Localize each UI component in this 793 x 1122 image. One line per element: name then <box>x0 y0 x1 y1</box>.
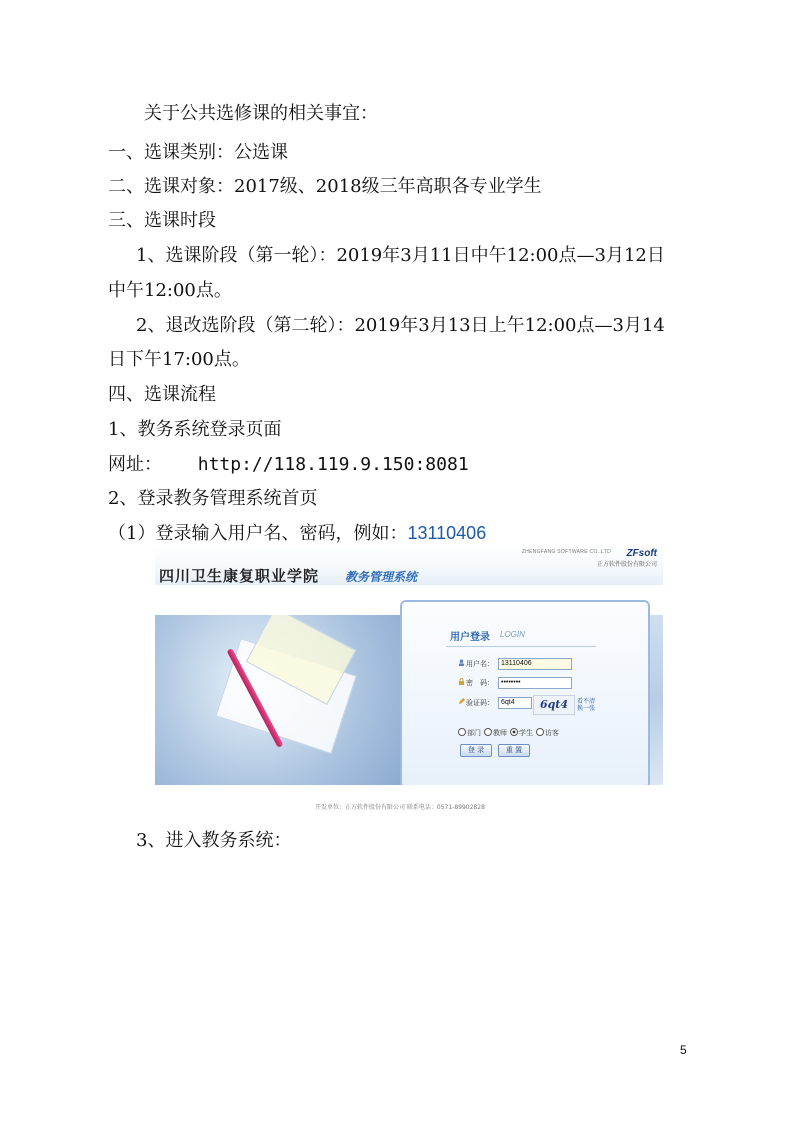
refresh-captcha-line2: 换一张 <box>577 705 596 712</box>
school-name: 四川卫生康复职业学院 <box>159 567 320 585</box>
url-label: 网址： <box>108 454 162 475</box>
username-label: 用户名： <box>466 660 494 668</box>
section-course-target: 二、选课对象：2017级、2018级三年高职各专业学生 <box>108 176 542 197</box>
role-radio-department[interactable] <box>458 728 481 738</box>
section-course-period: 三、选课时段 <box>108 210 216 231</box>
period-round-two-cont: 日下午17:00点。 <box>108 349 250 370</box>
step-login-home: 2、登录教务管理系统首页 <box>108 488 318 509</box>
step-login-example <box>108 522 486 545</box>
lock-icon <box>458 678 465 685</box>
role-label: 访客 <box>545 729 559 737</box>
refresh-captcha-link[interactable] <box>577 698 595 712</box>
role-radio-visitor[interactable] <box>536 728 559 738</box>
role-radio-student[interactable] <box>510 728 533 738</box>
role-radio-teacher[interactable] <box>484 728 507 738</box>
pencil-icon <box>458 698 465 705</box>
section-course-category: 一、选课类别：公选课 <box>108 142 288 163</box>
role-label: 学生 <box>519 729 533 737</box>
login-instruction: （1）登录输入用户名、密码，例如： <box>108 523 408 544</box>
period-round-one-cont: 中午12:00点。 <box>108 280 232 301</box>
password-label: 密 码： <box>466 679 494 687</box>
page-number: 5 <box>680 1043 687 1057</box>
username-input[interactable]: 13110406 <box>498 658 572 670</box>
password-input[interactable]: •••••••• <box>498 677 572 689</box>
url-line <box>108 454 469 476</box>
login-button[interactable]: 登 录 <box>460 744 492 757</box>
radio-icon <box>458 728 466 736</box>
example-username: 13110406 <box>407 523 487 543</box>
company-english-name: ZHENGFANG SOFTWARE CO.,LTD <box>521 549 611 555</box>
role-label: 部门 <box>467 729 481 737</box>
step-enter-system: 3、进入教务系统： <box>136 830 292 851</box>
radio-icon <box>536 728 544 736</box>
role-label: 教师 <box>493 729 507 737</box>
refresh-captcha-line1: 看不清 <box>577 698 596 705</box>
section-course-process: 四、选课流程 <box>108 384 216 405</box>
login-panel-title-en: LOGIN <box>500 630 525 639</box>
step-login-page: 1、教务系统登录页面 <box>108 419 282 440</box>
period-round-two: 2、退改选阶段（第二轮）：2019年3月13日上午12:00点—3月14 <box>136 315 665 336</box>
company-chinese-name: 正方软件股份有限公司 <box>596 561 657 568</box>
system-name: 教务管理系统 <box>345 570 418 584</box>
zfsoft-logo: ZFsoft <box>626 548 657 559</box>
login-panel <box>400 600 650 789</box>
url-link[interactable]: http://118.119.9.150:8081 <box>197 454 469 475</box>
user-icon <box>458 659 465 666</box>
developer-info: 开发单位：正方软件股份有限公司 联系电话：0571-89902828 <box>315 804 485 811</box>
login-footer <box>155 785 663 815</box>
captcha-input[interactable]: 6qt4 <box>498 697 532 709</box>
divider <box>446 646 596 647</box>
captcha-label: 验证码： <box>466 699 494 707</box>
doc-title: 关于公共选修课的相关事宜： <box>144 103 378 124</box>
login-panel-title: 用户登录 <box>450 632 490 643</box>
radio-selected-icon <box>510 728 518 736</box>
period-round-one: 1、选课阶段（第一轮）：2019年3月11日中午12:00点—3月12日 <box>136 245 665 266</box>
reset-button[interactable]: 重 置 <box>498 744 530 757</box>
login-screenshot <box>155 545 663 815</box>
hero-image <box>155 615 405 785</box>
captcha-image: 6qt4 <box>533 695 575 715</box>
radio-icon <box>484 728 492 736</box>
